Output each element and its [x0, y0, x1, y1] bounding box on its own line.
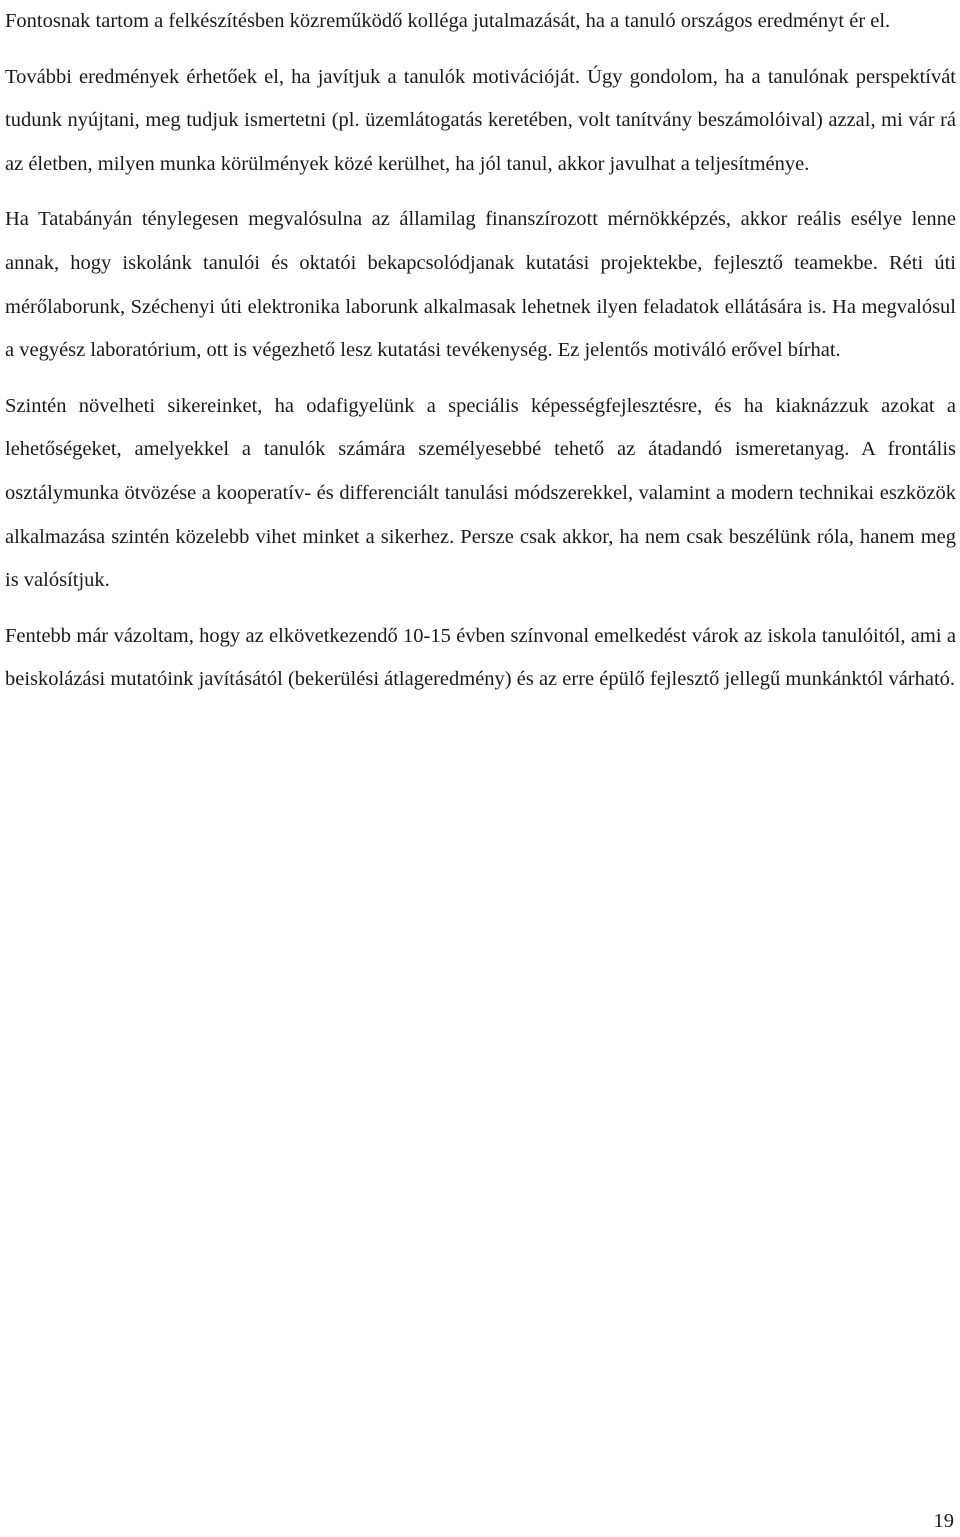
paragraph-gap: [5, 373, 956, 385]
paragraph-gap: [5, 603, 956, 615]
paragraph-gap: [5, 44, 956, 56]
paragraph-motivation: További eredmények érhetőek el, ha javítjuk a tanulók motivációját. Úgy gondolom, ha a tanulónak perspektívát tudunk nyújtani, meg tudjuk ismertetni (pl. üzemlátogatás keretében, volt tanítvány beszámolóival) azzal, mi vár rá az életben, milyen munka körülmények közé kerülhet, ha jól tanul, akkor javulhat a teljesítménye.: [5, 65, 956, 175]
page-number: 19: [933, 1510, 954, 1532]
paragraph-skill-development: Szintén növelheti sikereinket, ha odafigyelünk a speciális képességfejlesztésre, és ha kiaknázzuk azokat a lehetőségeket, amelyekkel a tanulók számára személyesebbé tehető az átadandó ismeretanyag. A frontális osztálymunka ötvözése a kooperatív- és differenciált tanulási módszerekkel, valamint a modern technikai eszközök alkalmazása szintén közelebb vihet minket a sikerhez. Persze csak akkor, ha nem csak beszélünk róla, hanem meg is valósítjuk.: [5, 394, 956, 592]
paragraph-engineering-training: Ha Tatabányán ténylegesen megvalósulna az államilag finanszírozott mérnökképzés, akkor reális esélye lenne annak, hogy iskolánk tanulói és oktatói bekapcsolódjanak kutatási projektekbe, fejlesztő teamekbe. Réti úti mérőlaborunk, Széchenyi úti elektronika laborunk alkalmasak lehetnek ilyen feladatok ellátására is. Ha megvalósul a vegyész laboratórium, ott is végezhető lesz kutatási tevékenység. Ez jelentős motiváló erővel bírhat.: [5, 208, 956, 362]
paragraph-future-outlook: Fentebb már vázoltam, hogy az elkövetkezendő 10-15 évben színvonal emelkedést várok az iskola tanulóitól, ami a beiskolázási mutatóink javításától (bekerülési átlageredmény) és az erre épülő fejlesztő jellegű munkánktól várható.: [5, 624, 956, 691]
paragraph-teacher-reward: Fontosnak tartom a felkészítésben közreműködő kolléga jutalmazását, ha a tanuló országos eredményt ér el.: [5, 10, 891, 32]
paragraph-gap: [5, 186, 956, 198]
document-page: [5, 0, 956, 702]
